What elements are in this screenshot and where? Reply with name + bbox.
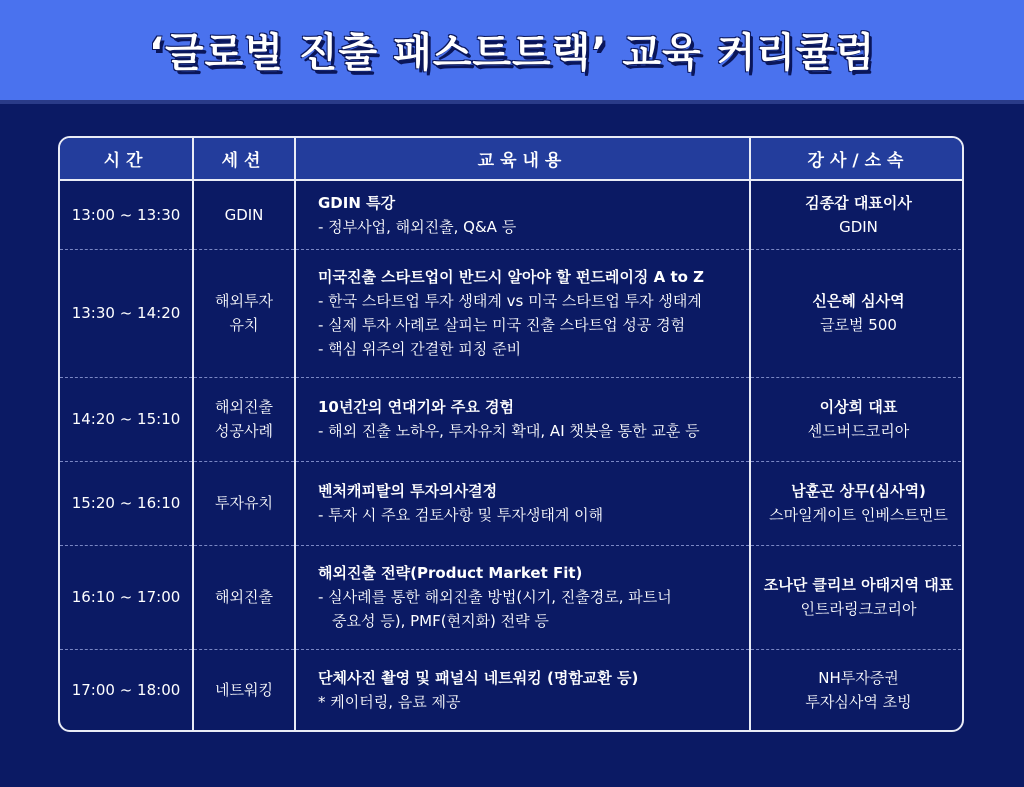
- content-cell: [295, 545, 750, 649]
- content-title: GDIN 특강: [318, 193, 396, 212]
- speaker-name: 이상희 대표: [819, 398, 898, 416]
- header-session: 세션: [193, 138, 295, 180]
- session-label: 투자유치: [215, 494, 273, 512]
- speaker-cell: [750, 545, 964, 649]
- content-line: - 한국 스타트업 투자 생태계 vs 미국 스타트업 투자 생태계: [318, 292, 702, 310]
- content-line: 중요성 등), PMF(현지화) 전략 등: [332, 612, 549, 630]
- header-speaker: 강사/소속: [750, 138, 964, 180]
- session-label: 해외투자: [215, 292, 273, 310]
- speaker-name: 신은혜 심사역: [812, 292, 905, 310]
- table-row: [60, 545, 964, 649]
- speaker-name: 조나단 클리브 아태지역 대표: [763, 576, 954, 594]
- content-title: 해외진출 전략(Product Market Fit): [318, 564, 583, 582]
- speaker-org: GDIN: [839, 217, 878, 236]
- speaker-org: 인트라링크코리아: [800, 600, 917, 618]
- header-banner: [0, 0, 1024, 104]
- session-cell: [193, 649, 295, 730]
- content-cell: [295, 649, 750, 730]
- speaker-org: 스마일게이트 인베스트먼트: [769, 506, 948, 524]
- header-content: 교육내용: [295, 138, 750, 180]
- content-title: 단체사진 촬영 및 패널식 네트워킹 (명함교환 등): [318, 668, 639, 687]
- content-cell: [295, 249, 750, 377]
- time-cell: 14:20 ~ 15:10: [60, 377, 193, 461]
- content-title: 미국진출 스타트업이 반드시 알아야 할 펀드레이징 A to Z: [318, 268, 705, 286]
- session-label: 해외진출: [215, 398, 273, 416]
- session-cell: [193, 377, 295, 461]
- session-label: 네트워킹: [215, 680, 273, 699]
- curriculum-table: [60, 138, 964, 730]
- table-row: [60, 180, 964, 249]
- page-title: ‘글로벌 진출 패스트트랙’ 교육 커리큘럼: [148, 29, 876, 76]
- speaker-name: NH투자증권: [818, 668, 899, 687]
- speaker-org: 센드버드코리아: [807, 422, 910, 440]
- table-row: [60, 461, 964, 545]
- table-row: [60, 249, 964, 377]
- speaker-name: 김종갑 대표이사: [805, 193, 912, 212]
- content-line: * 케이터링, 음료 제공: [318, 692, 461, 711]
- time-cell: 15:20 ~ 16:10: [60, 461, 193, 545]
- session-label: 성공사례: [215, 422, 273, 440]
- time-cell: 17:00 ~ 18:00: [60, 649, 193, 730]
- speaker-cell: [750, 180, 964, 249]
- speaker-org: 글로벌 500: [820, 316, 897, 334]
- header-time: 시간: [60, 138, 193, 180]
- content-line: - 투자 시 주요 검토사항 및 투자생태계 이해: [318, 506, 604, 524]
- content-title: 10년간의 연대기와 주요 경험: [318, 398, 514, 416]
- content-cell: [295, 377, 750, 461]
- content-cell: [295, 180, 750, 249]
- session-label: 유치: [229, 316, 259, 334]
- time-cell: 16:10 ~ 17:00: [60, 545, 193, 649]
- table-header-row: [60, 138, 964, 180]
- content-title: 벤처캐피탈의 투자의사결정: [318, 482, 498, 500]
- content-line: - 해외 진출 노하우, 투자유치 확대, AI 챗봇을 통한 교훈 등: [318, 422, 700, 440]
- session-cell: [193, 461, 295, 545]
- session-cell: [193, 249, 295, 377]
- time-cell: 13:00 ~ 13:30: [60, 180, 193, 249]
- speaker-name: 남훈곤 상무(심사역): [791, 482, 926, 500]
- content-cell: [295, 461, 750, 545]
- curriculum-table-frame: [58, 136, 964, 732]
- table-row: [60, 377, 964, 461]
- session-label: 해외진출: [215, 588, 273, 606]
- session-cell: [193, 545, 295, 649]
- speaker-cell: [750, 649, 964, 730]
- session-cell: [193, 180, 295, 249]
- table-row: [60, 649, 964, 730]
- content-line: - 핵심 위주의 간결한 피칭 준비: [318, 340, 522, 358]
- speaker-org: 투자심사역 초빙: [805, 692, 912, 711]
- content-line: - 정부사업, 해외진출, Q&A 등: [318, 217, 517, 236]
- speaker-cell: [750, 377, 964, 461]
- time-cell: 13:30 ~ 14:20: [60, 249, 193, 377]
- content-line: - 실제 투자 사례로 살피는 미국 진출 스타트업 성공 경험: [318, 316, 686, 334]
- content-line: - 실사례를 통한 해외진출 방법(시기, 진출경로, 파트너: [318, 588, 672, 606]
- session-label: GDIN: [224, 205, 264, 224]
- speaker-cell: [750, 461, 964, 545]
- speaker-cell: [750, 249, 964, 377]
